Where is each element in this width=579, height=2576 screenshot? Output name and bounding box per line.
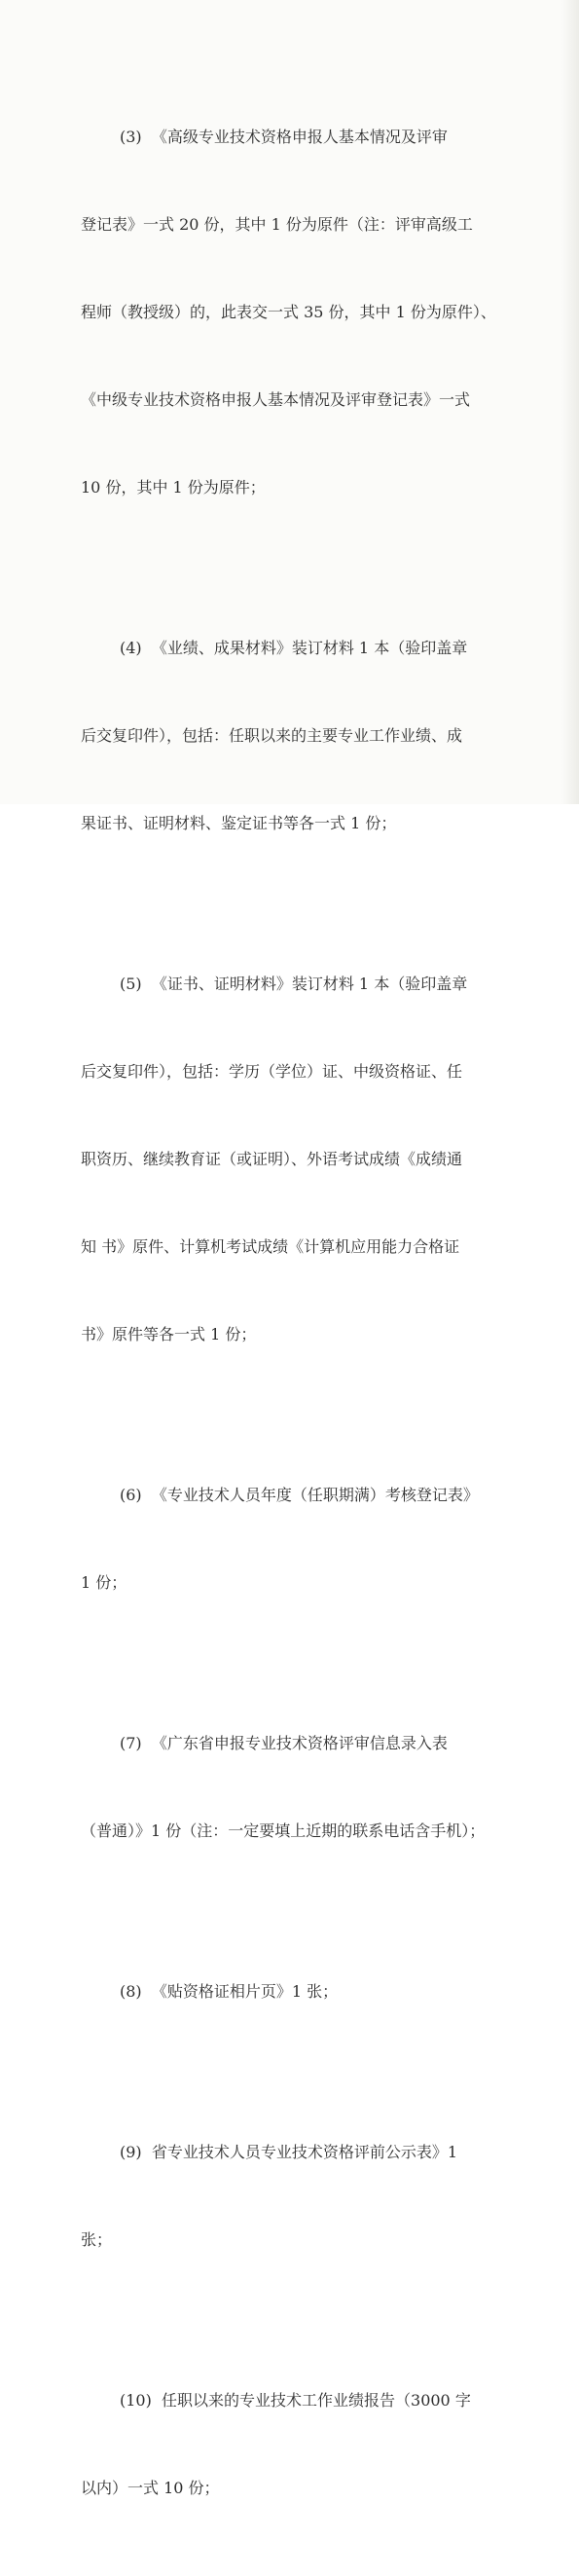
- list-item-9: [81, 2079, 462, 2313]
- item-7-label: (7): [120, 1734, 142, 1752]
- item-9-label: (9): [120, 2143, 142, 2161]
- item-5-line-2: 后交复印件），包括：学历（学位）证、中级资格证、任: [81, 1062, 463, 1081]
- item-8-label: (8): [120, 1982, 142, 2001]
- item-6-line-2: 1 份；: [81, 1573, 127, 1592]
- item-3-line-3: 程师（教授级）的，此表交一式 35 份，其中 1 份为原件）、: [81, 303, 496, 321]
- item-3-line-4: 《中级专业技术资格申报人基本情况及评审登记表》一式: [81, 390, 471, 409]
- item-4-line-3: 果证书、证明材料、鉴定证书等各一式 1 份；: [81, 814, 397, 832]
- item-8-line-1: (8) 《贴资格证相片页》1 张；: [120, 1982, 339, 2001]
- list-item-6: [81, 1422, 479, 1656]
- item-4-label: (4): [120, 639, 142, 657]
- item-7-line-2: （普通）》1 份（注：一定要填上近期的联系电话含手机）；: [81, 1822, 486, 1840]
- item-6-label: (6): [120, 1486, 142, 1504]
- list-item-10: [81, 2328, 471, 2561]
- item-5-line-4: 知 书》原件、计算机考试成绩《计算机应用能力合格证: [81, 1237, 460, 1256]
- item-10-line-2: 以内）一式 10 份；: [81, 2479, 220, 2497]
- item-4-line-1: (4) 《业绩、成果材料》装订材料 1 本（验印盖章: [120, 639, 468, 657]
- item-7-line-1: (7) 《广东省申报专业技术资格评审信息录入表: [120, 1734, 448, 1752]
- document-body: [81, 64, 496, 2576]
- list-item-8: [81, 1919, 462, 2065]
- item-9-line-2: 张；: [81, 2230, 113, 2249]
- item-10-line-1: (10) 任职以来的专业技术工作业绩报告（3000 字: [120, 2391, 471, 2410]
- item-6-line-1: (6) 《专业技术人员年度（任职期满）考核登记表》: [120, 1486, 479, 1504]
- list-item-7: [81, 1671, 486, 1904]
- item-4-line-2: 后交复印件），包括：任职以来的主要专业工作业绩、成: [81, 726, 463, 745]
- list-item-5: [81, 911, 468, 1408]
- item-5-line-1: (5) 《证书、证明材料》装订材料 1 本（验印盖章: [120, 975, 468, 993]
- item-3-line-2: 登记表》一式 20 份，其中 1 份为原件（注：评审高级工: [81, 215, 473, 234]
- item-5-line-3: 职资历、继续教育证（或证明）、外语考试成绩《成绩通: [81, 1150, 463, 1168]
- item-9-line-1: (9) 省专业技术人员专业技术资格评前公示表》1: [120, 2143, 458, 2161]
- list-item-3: [81, 64, 496, 561]
- item-3-line-1: (3) 《高级专业技术资格申报人基本情况及评审: [120, 128, 448, 146]
- item-3-line-5: 10 份，其中 1 份为原件；: [81, 478, 266, 497]
- item-5-line-5: 书》原件等各一式 1 份；: [81, 1325, 257, 1343]
- scan-edge-shadow: [561, 0, 579, 804]
- item-10-label: (10): [120, 2391, 152, 2410]
- item-3-label: (3): [120, 128, 142, 146]
- list-item-4: [81, 575, 468, 897]
- item-5-label: (5): [120, 975, 142, 993]
